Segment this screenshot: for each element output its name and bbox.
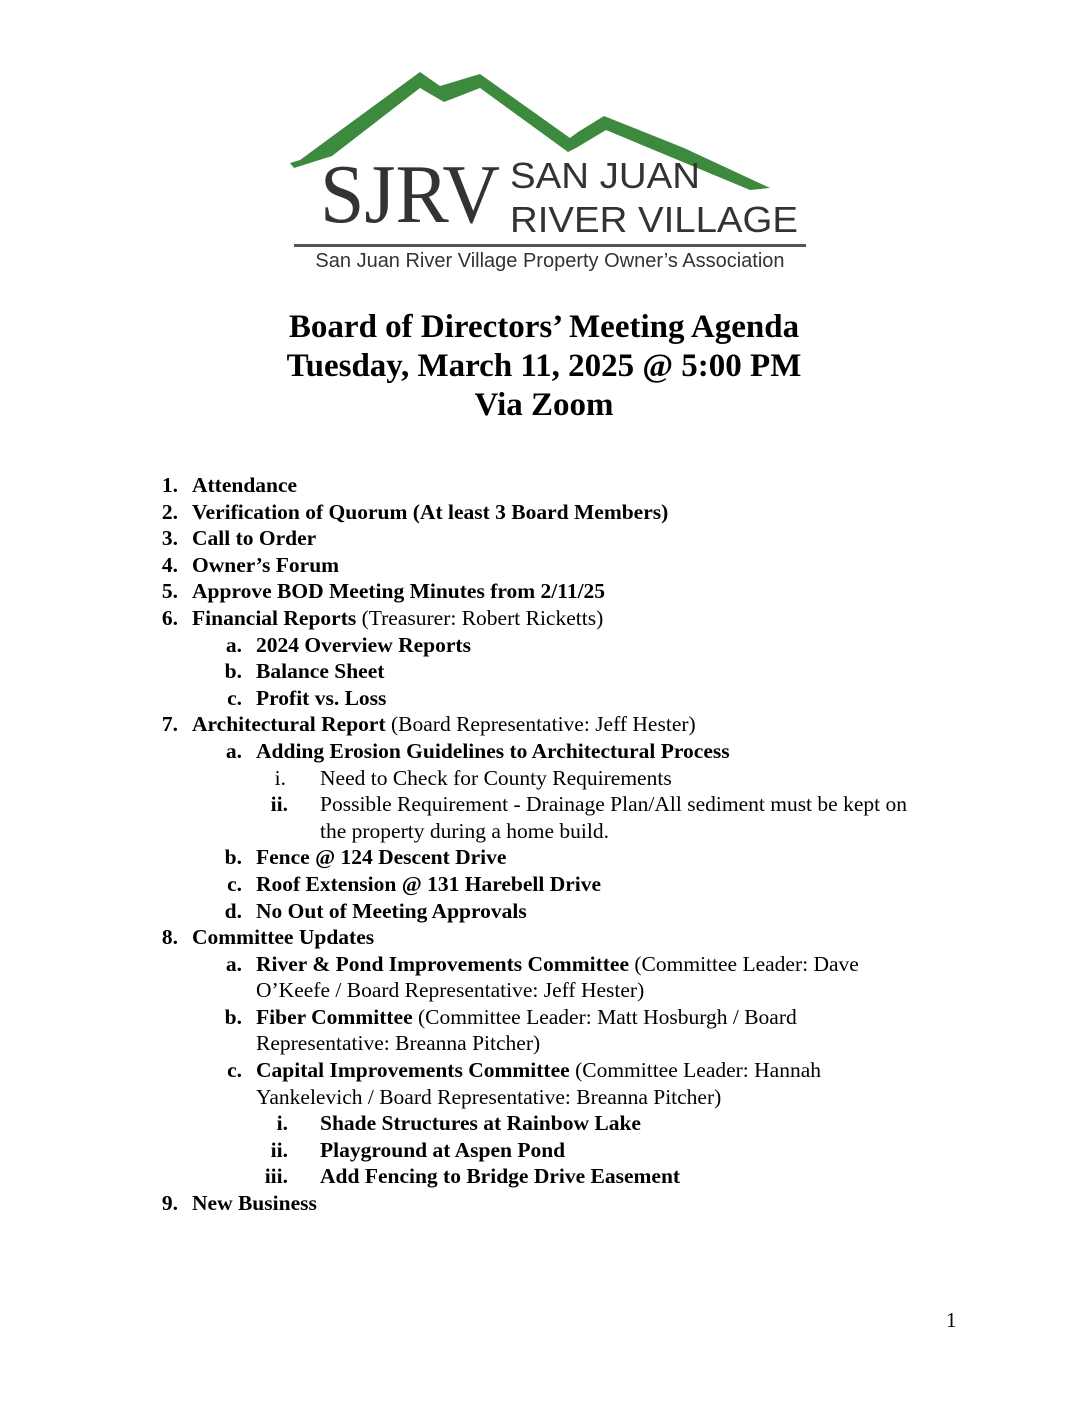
subitem-title: River & Pond Improvements Committee <box>256 951 629 976</box>
subitem-title: Fence @ 124 Descent Drive <box>256 845 507 870</box>
subitem-title: Adding Erosion Guidelines to Architectural Process <box>256 738 730 763</box>
title-line2: Tuesday, March 11, 2025 @ 5:00 PM <box>286 348 802 384</box>
logo-caption: San Juan River Village Property Owner’s Association <box>315 250 785 272</box>
agenda-subitem <box>0 1004 1088 1031</box>
page-number: 1 <box>946 1308 957 1332</box>
item-title: Call to Order <box>192 526 317 551</box>
agenda-subitem <box>0 898 1088 925</box>
agenda-list <box>0 472 1088 1217</box>
item-title: New Business <box>192 1191 317 1216</box>
subsubitem-title: Playground at Aspen Pond <box>320 1137 566 1162</box>
subsubitem-numeral: ii. <box>270 792 288 817</box>
item-title: Attendance <box>192 473 298 497</box>
subitem-letter: c. <box>227 871 242 896</box>
agenda-item <box>0 711 1088 738</box>
logo-name-line2: RIVER VILLAGE <box>510 199 798 240</box>
item-title: Financial Reports <box>192 605 357 630</box>
logo-divider <box>294 244 806 247</box>
agenda-item <box>0 1190 1088 1217</box>
agenda-subitem <box>0 685 1088 712</box>
item-number: 4. <box>161 552 178 577</box>
subitem-letter: a. <box>225 632 242 657</box>
agenda-item <box>0 552 1088 579</box>
agenda-subsubitem <box>0 765 1088 792</box>
agenda-subsubitem <box>0 791 1088 818</box>
title-line1: Board of Directors’ Meeting Agenda <box>288 309 800 345</box>
subitem-title: 2024 Overview Reports <box>256 632 471 657</box>
subitem-letter: b. <box>224 659 242 684</box>
mountain-logo-graphic <box>280 60 820 250</box>
subitem-letter: b. <box>224 1004 242 1029</box>
agenda-subitem <box>0 951 1088 978</box>
subsubitem-title: Add Fencing to Bridge Drive Easement <box>320 1164 681 1189</box>
agenda-item <box>0 499 1088 526</box>
item-note: (Treasurer: Robert Ricketts) <box>356 605 604 630</box>
agenda-subitem <box>0 871 1088 898</box>
item-number: 8. <box>161 925 178 950</box>
item-number: 5. <box>161 579 178 604</box>
item-number: 7. <box>161 712 178 737</box>
subitem-note-continued: Yankelevich / Board Representative: Breanna Pitcher) <box>256 1084 722 1109</box>
subitem-note: (Committee Leader: Dave <box>629 951 859 976</box>
subsubitem-numeral: ii. <box>270 1137 288 1162</box>
agenda-subitem <box>0 1057 1088 1084</box>
item-title: Verification of Quorum (At least 3 Board Members) <box>192 499 669 524</box>
item-note: (Board Representative: Jeff Hester) <box>385 712 696 737</box>
item-number: 3. <box>161 526 178 551</box>
agenda-item <box>0 472 1088 499</box>
agenda-item <box>0 525 1088 552</box>
title-line3: Via Zoom <box>474 387 614 423</box>
agenda-subsubitem <box>0 1137 1088 1164</box>
subsubitem-numeral: i. <box>276 1111 288 1136</box>
item-title: Approve BOD Meeting Minutes from 2/11/25 <box>192 579 606 604</box>
subitem-title: Capital Improvements Committee <box>256 1058 570 1083</box>
agenda-subsubitem-continued <box>0 818 1088 845</box>
subitem-note: (Committee Leader: Hannah <box>569 1058 822 1083</box>
subsubitem-text-continued: the property during a home build. <box>320 818 609 843</box>
item-number: 6. <box>161 605 178 630</box>
item-title: Committee Updates <box>192 925 375 950</box>
item-number: 9. <box>161 1191 178 1216</box>
item-number: 1. <box>161 473 178 497</box>
agenda-subitem-continued <box>0 1030 1088 1057</box>
subsubitem-numeral: iii. <box>264 1164 288 1189</box>
subitem-letter: b. <box>224 845 242 870</box>
subitem-title: Roof Extension @ 131 Harebell Drive <box>256 871 602 896</box>
subsubitem-text: Possible Requirement - Drainage Plan/All sediment must be kept on <box>320 792 907 817</box>
agenda-subitem-continued <box>0 977 1088 1004</box>
agenda-item <box>0 578 1088 605</box>
subitem-note-continued: Representative: Breanna Pitcher) <box>256 1031 541 1056</box>
subitem-title: No Out of Meeting Approvals <box>256 898 527 923</box>
subsubitem-title: Shade Structures at Rainbow Lake <box>320 1111 641 1136</box>
item-title: Owner’s Forum <box>192 552 340 577</box>
subsubitem-numeral: i. <box>274 765 286 790</box>
agenda-subsubitem <box>0 1163 1088 1190</box>
subitem-letter: a. <box>225 951 242 976</box>
subitem-letter: d. <box>224 898 242 923</box>
logo-initials: SJRV <box>320 148 500 241</box>
subitem-letter: c. <box>227 1058 242 1083</box>
agenda-subitem <box>0 632 1088 659</box>
subitem-note-continued: O’Keefe / Board Representative: Jeff Hester) <box>256 978 645 1003</box>
subitem-title: Profit vs. Loss <box>256 685 387 710</box>
agenda-subsubitem <box>0 1110 1088 1137</box>
agenda-item <box>0 924 1088 951</box>
meeting-title <box>0 308 1088 425</box>
subitem-letter: a. <box>225 738 242 763</box>
item-title: Architectural Report <box>192 712 386 737</box>
agenda-subitem <box>0 658 1088 685</box>
sjrv-logo <box>280 60 820 290</box>
agenda-subitem-continued <box>0 1084 1088 1111</box>
subitem-note: (Committee Leader: Matt Hosburgh / Board <box>412 1004 797 1029</box>
agenda-subitem <box>0 844 1088 871</box>
subsubitem-text: Need to Check for County Requirements <box>320 765 672 790</box>
item-number: 2. <box>161 499 178 524</box>
agenda-item <box>0 605 1088 632</box>
subitem-title: Fiber Committee <box>256 1004 413 1029</box>
logo-name-line1: SAN JUAN <box>510 155 700 196</box>
subitem-title: Balance Sheet <box>256 659 385 684</box>
agenda-subitem <box>0 738 1088 765</box>
subitem-letter: c. <box>227 685 242 710</box>
